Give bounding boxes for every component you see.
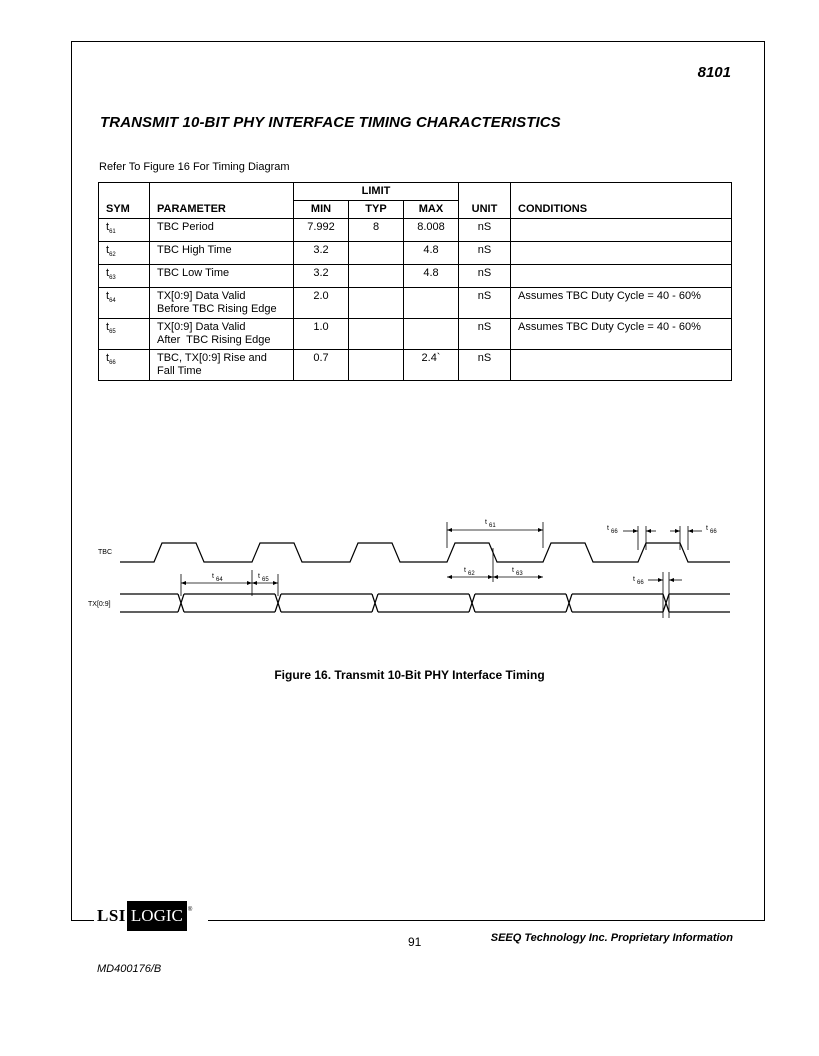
unit-cell: nS — [459, 219, 511, 242]
t66-rise-label-t: t — [607, 525, 609, 532]
unit-header: UNIT — [459, 201, 511, 219]
sym-subscript: 66 — [109, 360, 116, 366]
conditions-cell: Assumes TBC Duty Cycle = 40 - 60% — [511, 288, 732, 319]
header-empty-4 — [511, 183, 732, 201]
parameter-line: TBC, TX[0:9] Rise and — [157, 352, 267, 364]
t63-label-t: t — [512, 567, 514, 574]
page-number: 91 — [408, 935, 422, 949]
logo-logic: LOGIC — [127, 901, 187, 931]
parameter-cell — [150, 319, 294, 350]
max-header: MAX — [404, 201, 459, 219]
parameter-header: PARAMETER — [150, 201, 294, 219]
timing-table — [98, 182, 732, 381]
t64-arrow-head — [181, 581, 186, 585]
table-row — [99, 219, 732, 242]
typ-cell — [349, 350, 404, 381]
sym-letter: t — [106, 352, 110, 364]
unit-cell: nS — [459, 242, 511, 265]
timing-diagram — [80, 510, 740, 630]
conditions-cell — [511, 242, 732, 265]
tbc-signal-label: TBC — [98, 549, 112, 556]
max-cell — [404, 288, 459, 319]
parameter-line: Before TBC Rising Edge — [157, 303, 277, 315]
t61-label-t: t — [485, 519, 487, 526]
typ-cell: 8 — [349, 219, 404, 242]
table-row — [99, 288, 732, 319]
doc-id: MD400176/B — [97, 963, 162, 975]
t66-fall-head — [675, 529, 680, 533]
t61-label-sub: 61 — [489, 523, 496, 529]
conditions-cell — [511, 265, 732, 288]
sym-letter: t — [106, 267, 110, 279]
section-title: TRANSMIT 10-BIT PHY INTERFACE TIMING CHARACTERISTICS — [100, 114, 561, 131]
t66-fall-label-sub: 66 — [710, 529, 717, 535]
t61-arrow-head — [447, 528, 452, 532]
min-cell: 0.7 — [294, 350, 349, 381]
t65-arrow-head — [252, 581, 257, 585]
unit-cell: nS — [459, 350, 511, 381]
parameter-cell — [150, 242, 294, 265]
parameter-cell — [150, 219, 294, 242]
parameter-cell — [150, 265, 294, 288]
t65-label-t: t — [258, 573, 260, 580]
conditions-cell: Assumes TBC Duty Cycle = 40 - 60% — [511, 319, 732, 350]
t63-arrow-head — [538, 575, 543, 579]
sym-subscript: 61 — [109, 229, 116, 235]
min-header: MIN — [294, 201, 349, 219]
parameter-line: TX[0:9] Data Valid — [157, 290, 246, 302]
t62-arrow-head — [447, 575, 452, 579]
max-cell: 2.4` — [404, 350, 459, 381]
conditions-header: CONDITIONS — [511, 201, 732, 219]
sym-cell — [99, 242, 150, 265]
t62-label-t: t — [464, 567, 466, 574]
sym-letter: t — [106, 321, 110, 333]
sym-letter: t — [106, 244, 110, 256]
typ-cell — [349, 288, 404, 319]
t66-fall-label-t: t — [706, 525, 708, 532]
t64-label-t: t — [212, 573, 214, 580]
table-row — [99, 265, 732, 288]
typ-cell — [349, 242, 404, 265]
t64-label-sub: 64 — [216, 577, 223, 583]
min-cell: 7.992 — [294, 219, 349, 242]
typ-cell — [349, 265, 404, 288]
typ-cell — [349, 319, 404, 350]
t63-label-sub: 63 — [516, 571, 523, 577]
t66-data-head — [658, 578, 663, 582]
sym-cell — [99, 288, 150, 319]
doc-number: 8101 — [697, 64, 731, 81]
refer-text: Refer To Figure 16 For Timing Diagram — [99, 161, 290, 173]
max-cell — [404, 319, 459, 350]
lsi-logic-logo — [97, 901, 192, 931]
t66-rise-head — [646, 529, 651, 533]
t62-label-sub: 62 — [468, 571, 475, 577]
t62-arrow-head — [488, 575, 493, 579]
proprietary-notice: SEEQ Technology Inc. Proprietary Information — [490, 932, 733, 944]
limit-header: LIMIT — [294, 183, 459, 201]
min-cell: 3.2 — [294, 265, 349, 288]
t66-data-label-t: t — [633, 576, 635, 583]
t63-arrow-head — [493, 575, 498, 579]
parameter-line: TBC Period — [157, 221, 214, 233]
parameter-line: TX[0:9] Data Valid — [157, 321, 246, 333]
parameter-line: TBC High Time — [157, 244, 232, 256]
t65-label-sub: 65 — [262, 577, 269, 583]
logo-registered-mark: ® — [187, 907, 193, 913]
figure-caption: Figure 16. Transmit 10-Bit PHY Interface Timing — [274, 668, 545, 682]
sym-letter: t — [106, 290, 110, 302]
tx-signal-label: TX[0:9] — [88, 601, 111, 608]
t66-data-head — [669, 578, 674, 582]
table-body — [99, 219, 732, 381]
t66-rise-label-sub: 66 — [611, 529, 618, 535]
logo-lsi: LSI — [97, 906, 126, 925]
min-cell: 1.0 — [294, 319, 349, 350]
max-cell: 8.008 — [404, 219, 459, 242]
parameter-cell — [150, 350, 294, 381]
parameter-line: Fall Time — [157, 365, 202, 377]
t66-fall-head — [688, 529, 693, 533]
max-cell: 4.8 — [404, 242, 459, 265]
page-frame — [71, 41, 765, 921]
header-empty-2 — [150, 183, 294, 201]
min-cell: 2.0 — [294, 288, 349, 319]
footer-rule-right — [208, 920, 765, 921]
tbc-waveform — [120, 543, 730, 562]
footer-rule-left — [71, 920, 94, 921]
sym-cell — [99, 350, 150, 381]
t61-arrow-head — [538, 528, 543, 532]
unit-cell: nS — [459, 265, 511, 288]
max-cell: 4.8 — [404, 265, 459, 288]
min-cell: 3.2 — [294, 242, 349, 265]
t66-rise-head — [633, 529, 638, 533]
conditions-cell — [511, 219, 732, 242]
table-row — [99, 350, 732, 381]
header-empty-3 — [459, 183, 511, 201]
t66-data-label-sub: 66 — [637, 580, 644, 586]
table-row — [99, 242, 732, 265]
sym-subscript: 63 — [109, 275, 116, 281]
unit-cell: nS — [459, 319, 511, 350]
unit-cell: nS — [459, 288, 511, 319]
sym-cell — [99, 319, 150, 350]
sym-subscript: 62 — [109, 252, 116, 258]
table-row — [99, 319, 732, 350]
sym-subscript: 65 — [109, 329, 116, 335]
conditions-cell — [511, 350, 732, 381]
sym-header: SYM — [99, 201, 150, 219]
t65-arrow-head — [273, 581, 278, 585]
parameter-line: TBC Low Time — [157, 267, 230, 279]
t64-arrow-head — [247, 581, 252, 585]
parameter-line: After TBC Rising Edge — [157, 334, 271, 346]
header-empty-1 — [99, 183, 150, 201]
sym-cell — [99, 219, 150, 242]
typ-header: TYP — [349, 201, 404, 219]
parameter-cell — [150, 288, 294, 319]
sym-letter: t — [106, 221, 110, 233]
sym-subscript: 64 — [109, 298, 116, 304]
sym-cell — [99, 265, 150, 288]
